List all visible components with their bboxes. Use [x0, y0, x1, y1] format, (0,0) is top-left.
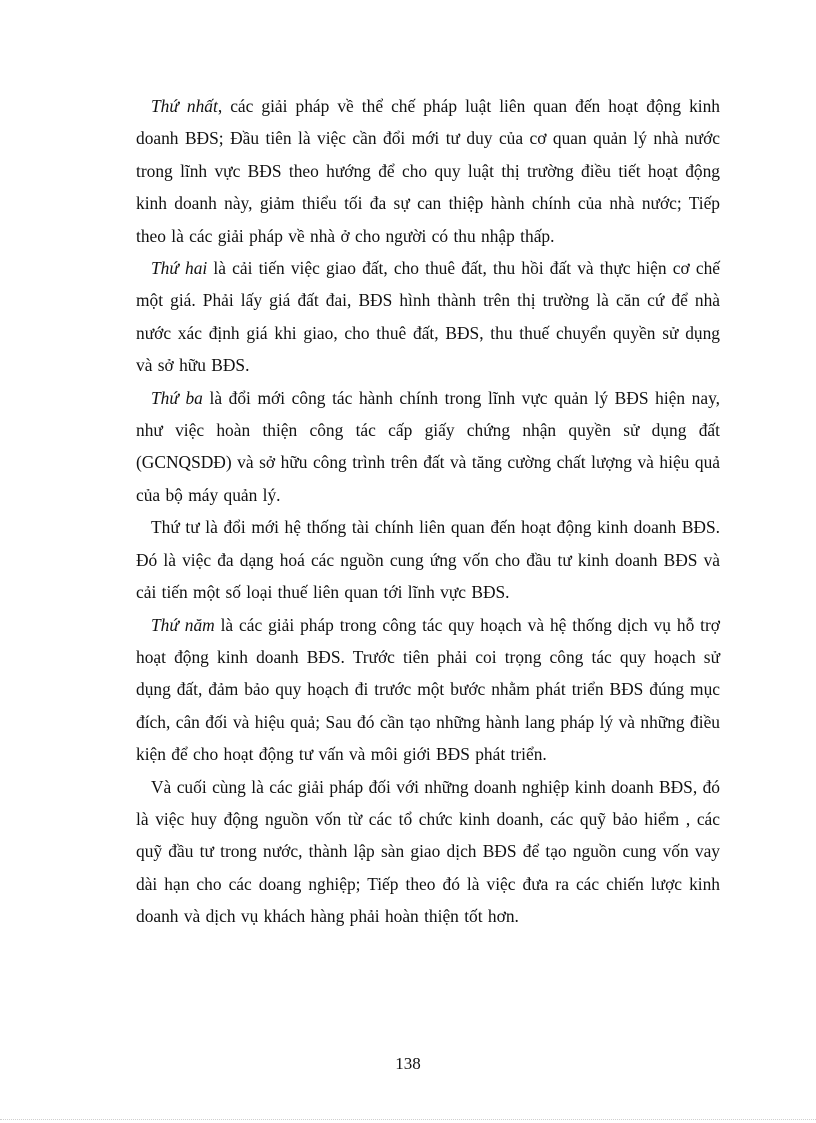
paragraph-text: , các giải pháp về thể chế pháp luật liên quan đến hoạt động kinh doanh BĐS; Đầu tiên là việc cần đổi mới tư duy của cơ quan quản lý nhà nước trong lĩnh vực BĐS theo hướng để cho quy luật thị trường điều tiết hoạt động kinh doanh này, giảm thiểu tối đa sự can thiệp hành chính của nhà nước; Tiếp theo là các giải pháp về nhà ở cho người có thu nhập thấp.	[136, 96, 720, 246]
paragraph-text: là cải tiến việc giao đất, cho thuê đất, thu hồi đất và thực hiện cơ chế một giá. Phải lấy giá đất đai, BĐS hình thành trên thị trường là căn cứ để nhà nước xác định giá khi giao, cho thuê đất, BĐS, thu thuế chuyển quyền sử dụng và sở hữu BĐS.	[136, 258, 720, 376]
paragraph-cuoi-cung	[136, 771, 720, 933]
paragraph-lead: Thứ hai	[151, 258, 208, 279]
paragraph-lead: Thứ nhất	[151, 96, 218, 116]
paragraph-lead: Thứ ba	[151, 387, 203, 408]
paragraph-thu-nhat	[136, 90, 720, 252]
paragraph-thu-tu	[136, 511, 720, 608]
paragraph-text: Thứ tư là đổi mới hệ thống tài chính liên quan đến hoạt động kinh doanh BĐS. Đó là việc đa dạng hoá các nguồn cung ứng vốn cho đầu tư kinh doanh BĐS và cải tiến một số loại thuế liên quan tới lĩnh vực BĐS.	[136, 517, 720, 603]
page-bottom-divider	[0, 1119, 816, 1120]
paragraph-text: Và cuối cùng là các giải pháp đối với những doanh nghiệp kinh doanh BĐS, đó là việc huy động nguồn vốn từ các tổ chức kinh doanh, các quỹ bảo hiểm , các quỹ đầu tư trong nước, thành lập sàn giao dịch BĐS để tạo nguồn cung vốn vay dài hạn cho các doang nghiệp; Tiếp theo đó là việc đưa ra các chiến lược kinh doanh và dịch vụ khách hàng phải hoàn thiện tốt hơn.	[136, 776, 720, 927]
paragraph-thu-hai	[136, 252, 720, 382]
paragraph-thu-nam	[136, 609, 720, 771]
document-body	[136, 90, 720, 933]
paragraph-lead: Thứ năm	[151, 614, 215, 635]
paragraph-text: là các giải pháp trong công tác quy hoạch và hệ thống dịch vụ hỗ trợ hoạt động kinh doanh BĐS. Trước tiên phải coi trọng công tác quy hoạch sử dụng đất, đảm bảo quy hoạch đi trước một bước nhằm phát triển BĐS đúng mục đích, cân đối và hiệu quả; Sau đó cần tạo những hành lang pháp lý và những điều kiện để cho hoạt động tư vấn và môi giới BĐS phát triển.	[136, 614, 720, 765]
page-number: 138	[395, 1054, 421, 1073]
paragraph-text: là đổi mới công tác hành chính trong lĩnh vực quản lý BĐS hiện nay, như việc hoàn thiện công tác cấp giấy chứng nhận quyền sử dụng đất (GCNQSDĐ) và sở hữu công trình trên đất và tăng cường chất lượng và hiệu quả của bộ máy quản lý.	[136, 387, 721, 505]
paragraph-thu-ba	[136, 382, 720, 512]
